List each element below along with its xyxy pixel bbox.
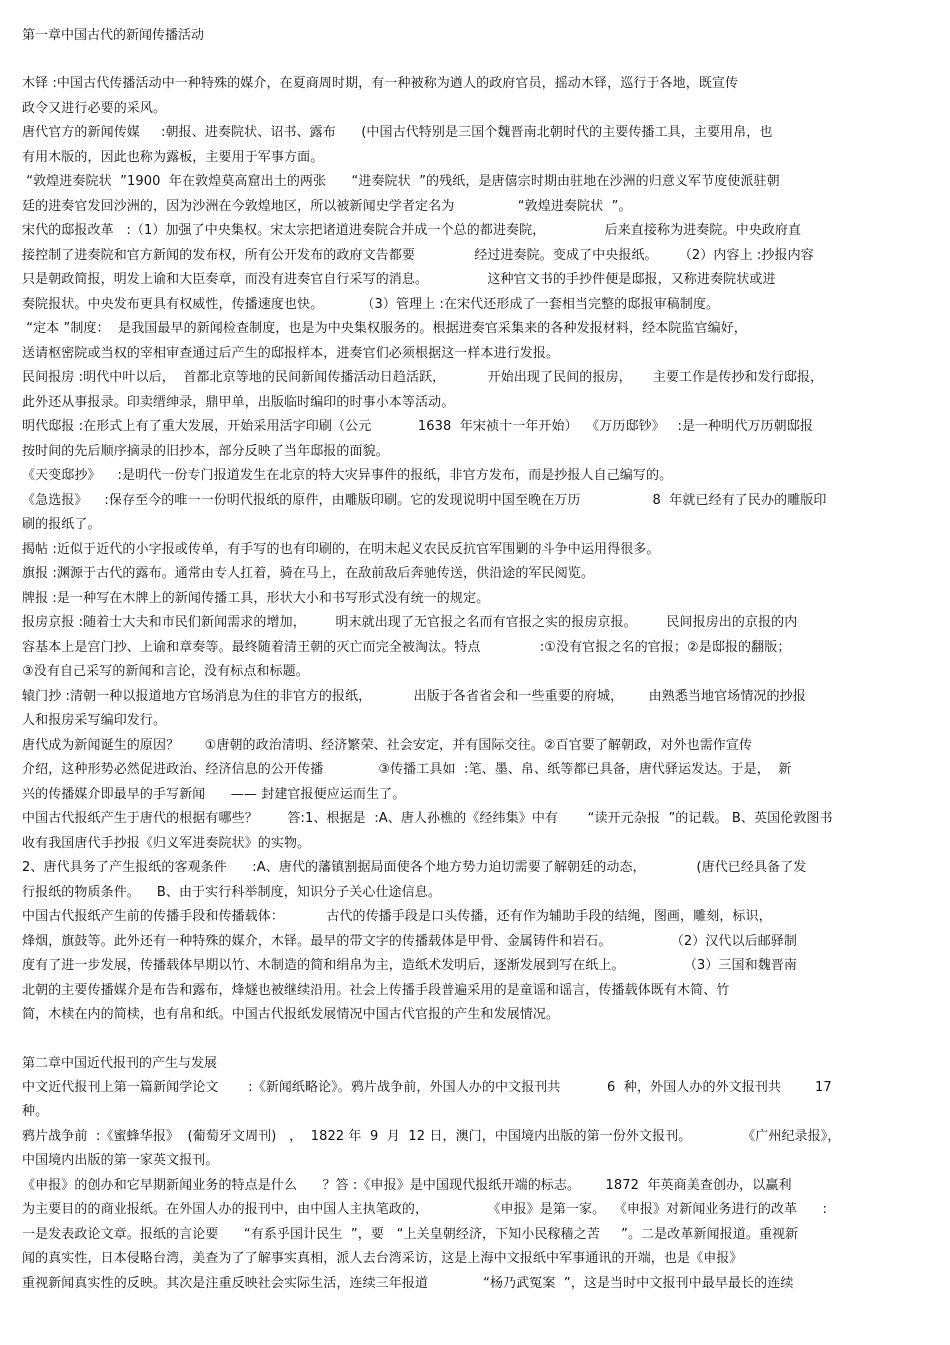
text-line: 重视新闻真实性的反映。其次是注重反映社会实际生活，连续三年报道 “杨乃武冤案 ”，这是当时中文报刊中最早最长的连续 <box>22 1275 794 1291</box>
text-line: 《急选报》 :保存至今的唯一一份明代报纸的原件，由雕版印刷。它的发现说明中国至晚在万历 8 年就已经有了民办的雕版印 <box>22 492 827 508</box>
text-line: 中国古代报纸产生于唐代的根据有哪些？ 答:1、根据是 :A、唐人孙樵的《经纬集》中有 “读开元杂报 ”的记载。 B、英国伦敦图书 <box>22 811 833 826</box>
text-line: 收有我国唐代手抄报《归义军进奏院状》的实物。 <box>22 835 311 851</box>
text-line: ③没有自己采写的新闻和言论，没有标点和标题。 <box>22 664 309 679</box>
text-line: 简，木椟在内的简椟，也有帛和纸。中国古代报纸发展情况中国古代官报的产生和发展情况。 <box>22 1007 560 1022</box>
text-line: 此外还从事报录。印卖缙绅录，鼎甲单，出版临时编印的时事小本等活动。 <box>22 394 455 410</box>
text-line: 种。 <box>22 1104 49 1119</box>
text-line: 接控制了进奏院和官方新闻的发布权，所有公开发布的政府文告都要 经过进奏院。变成了中央报纸。 （2）内容上 :抄报内容 <box>22 247 814 263</box>
text-line: 《申报》的创办和它早期新闻业务的特点是什么 ？答 :《申报》是中国现代报纸开端的标志。 1872 年英商美查创办，以赢利 <box>22 1177 792 1193</box>
text-line: 中国古代报纸产生前的传播手段和传播载体： 古代的传播手段是口头传播，还有作为辅助手段的结绳，图画，雕刻，标识， <box>22 909 772 924</box>
text-line: 一是发表政论文章。报纸的言论要 “有系乎国计民生 ”，要 “上关皇朝经济，下知小民稼穑之苦 ”。二是改革新闻报道。重视新 <box>22 1226 799 1242</box>
chapter-2-title: 第二章中国近代报刊的产生与发展 <box>22 1055 218 1071</box>
text-line: 人和报房采写编印发行。 <box>22 713 167 728</box>
text-line: 刷的报纸了。 <box>22 517 101 532</box>
text-line: 送请枢密院或当权的宰相审查通过后产生的邸报样本，进奏官们必须根据这一样本进行发报。 <box>22 345 560 361</box>
text-line: 鸦片战争前 :《蜜蜂华报》 (葡萄牙文周刊) ， 1822 年 9 月 12 日，澳门，中国境内出版的第一份外文报刊。 《广州纪录报》， <box>22 1128 841 1144</box>
chapter-1-title: 第一章中国古代的新闻传播活动 <box>22 28 205 43</box>
text-line: 明代邸报 :在形式上有了重大发展，开始采用活字印刷（公元 1638 年宋祯十一年开始） 《万历邸钞》 :是一种明代万历朝邸报 <box>22 419 813 434</box>
text-line: 北朝的主要传播媒介是布告和露布，烽燧也被继续沿用。社会上传播手段普遍采用的是童谣和谣言，传播载体既有木简、竹 <box>22 982 730 998</box>
text-line: 只是朝政简报，明发上谕和大臣奏章，而没有进奏官自行采写的消息。 这种官文书的手抄件便是邸报，又称进奏院状或进 <box>22 272 776 287</box>
text-line: 民间报房 :明代中叶以后， 首都北京等地的民间新闻传播活动日趋活跃， 开始出现了民间的报房， 主要工作是传抄和发行邸报， <box>22 370 824 385</box>
text-line: 木铎 :中国古代传播活动中一种特殊的媒介，在夏商周时期，有一种被称为遒人的政府官员，摇动木铎，巡行于各地，既宣传 <box>22 76 739 91</box>
text-line: 唐代官方的新闻传媒 :朝报、进奏院状、诏书、露布 (中国古代特别是三国个魏晋南北朝时代的主要传播工具，主要用帛，也 <box>22 125 773 140</box>
text-line: 中国境内出版的第一家英文报刊。 <box>22 1153 219 1168</box>
text-line: “敦煌进奏院状 ”1900 年在敦煌莫高窟出土的两张 “进奏院状 ”的残纸，是唐僖宗时期由驻地在沙洲的归意义军节度使派驻朝 <box>22 174 780 189</box>
text-line: 旗报 :渊源于古代的露布。通常由专人扛着，骑在马上，在敌前敌后奔驰传送，供沿途的军民阅览。 <box>22 566 595 581</box>
document-page <box>22 0 930 1296</box>
text-line: 有用木版的，因此也称为露板，主要用于军事方面。 <box>22 149 324 165</box>
chapter-2-body <box>22 1076 930 1297</box>
text-line: 闻的真实性，日本侵略台湾，美查为了了解事实真相，派人去台湾采访，这是上海中文报纸中军事通讯的开端，也是《申报》 <box>22 1251 743 1266</box>
text-line: 奏院报状。中央发布更具有权威性，传播速度也快。 （3）管理上 :在宋代还形成了一套相当完整的邸报审稿制度。 <box>22 296 720 312</box>
text-line: 廷的进奏官发回沙洲的，因为沙洲在今敦煌地区，所以被新闻史学者定名为 “敦煌进奏院状 ”。 <box>22 198 632 214</box>
text-line: 《天变邸抄》 :是明代一份专门报道发生在北京的特大灾异事件的报纸，非官方发布，而是抄报人自己编写的。 <box>22 468 673 483</box>
text-line: 为主要目的的商业报纸。在外国人办的报刊中，由中国人主执笔政的， 《申报》是第一家。 《申报》对新闻业务进行的改革 : <box>22 1202 827 1217</box>
text-line: 宋代的邸报改革 :（1）加强了中央集权。宋太宗把诸道进奏院合并成一个总的都进奏院， 后来直接称为进奏院。中央政府直 <box>22 223 802 238</box>
text-line: 行报纸的物质条件。 B、由于实行科举制度，知识分子关心仕途信息。 <box>22 884 441 900</box>
text-line: 容基本上是宫门抄、上谕和章奏等。最终随着清王朝的灭亡而完全被淘汰。特点 :①没有官报之名的官报；②是邸报的翻版； <box>22 639 791 655</box>
text-line: “定本 ”制度： 是我国最早的新闻检查制度，也是为中央集权服务的。根据进奏官采集来的各种发报材料，经本院监官编好， <box>22 321 747 336</box>
text-line: 辕门抄 :清朝一种以报道地方官场消息为住的非官方的报纸， 出版于各省省会和一些重要的府城， 由熟悉当地官场情况的抄报 <box>22 688 806 704</box>
chapter-1-body <box>22 72 930 1028</box>
text-line: 报房京报 :随着士大夫和市民们新闻需求的增加， 明末就出现了无官报之名而有官报之实的报房京报。 民间报房出的京报的内 <box>22 615 798 630</box>
text-line: 中文近代报刊上第一篇新闻学论文 :《新闻纸略论》。鸦片战争前，外国人办的中文报刊共 6 种，外国人办的外文报刊共 17 <box>22 1079 832 1095</box>
text-line: 按时间的先后顺序摘录的旧抄本，部分反映了当年邸报的面貌。 <box>22 443 389 459</box>
text-line: 烽烟，旗鼓等。此外还有一种特殊的媒介，木铎。最早的带文字的传播载体是甲骨、金属铸件和岩石。 （2）汉代以后邮驿制 <box>22 933 798 949</box>
text-line: 唐代成为新闻诞生的原因？ ①唐朝的政治清明、经济繁荣、社会安定，并有国际交往。②百官要了解朝政，对外也需作宣传 <box>22 737 753 753</box>
text-line: 揭帖 :近似于近代的小字报或传单，有手写的也有印刷的，在明末起义农民反抗官军围剿的斗争中运用得很多。 <box>22 541 660 557</box>
text-line: 兴的传播媒介即最早的手写新闻 —— 封建官报便应运而生了。 <box>22 786 406 802</box>
text-line: 牌报 :是一种写在木牌上的新闻传播工具，形状大小和书写形式没有统一的规定。 <box>22 590 490 606</box>
text-line: 度有了进一步发展，传播载体早期以竹、木制造的简和绢帛为主，造纸术发明后，逐渐发展到写在纸上。 （3）三国和魏晋南 <box>22 958 798 973</box>
text-line: 介绍，这种形势必然促进政治、经济信息的公开传播 ③传播工具如 :笔、墨、帛、纸等都已具备，唐代驿运发达。于是， 新 <box>22 762 792 777</box>
text-line: 政令又进行必要的采风。 <box>22 100 167 116</box>
text-line: 2、唐代具务了产生报纸的客观条件 :A、唐代的藩镇割据局面使各个地方势力迫切需要了解朝廷的动态， (唐代已经具备了发 <box>22 860 807 875</box>
